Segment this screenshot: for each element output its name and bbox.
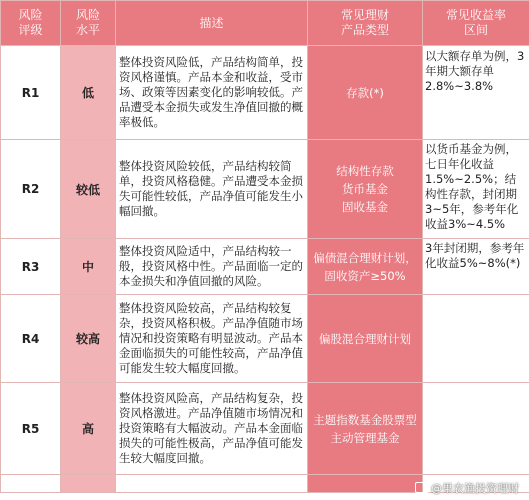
description-cell: 整体投资风险较高，产品结构较复杂，投资风格积极。产品净值随市场情况和投资策略有明显波动。产品本金面临损失的可能性较高，产品净值可能发生较大幅度回撤。	[116, 295, 308, 383]
description-cell: 整体投资风险较低，产品结构较简单，投资风格稳健。产品遭受本金损失可能性较低，产品净值可能发生小幅回撤。	[116, 140, 308, 239]
header-risk-rating: 风险 评级	[1, 1, 61, 46]
camera-icon	[415, 482, 429, 493]
header-risk-level: 风险 水平	[61, 1, 116, 46]
return-range-cell: 3年封闭期，参考年化收益5%~8%(*)	[423, 239, 529, 295]
header-row	[1, 1, 529, 46]
product-type-cell: 偏债混合理财计划，固收资产≥50%	[308, 239, 423, 295]
rating-cell: R2	[1, 140, 61, 239]
rating-cell: R4	[1, 295, 61, 383]
product-type-cell: 结构性存款 货币基金 固收基金	[308, 140, 423, 239]
description-cell: 整体投资风险适中，产品结构较一般，投资风格中性。产品面临一定的本金损失和净值回撤的风险。	[116, 239, 308, 295]
table-row	[1, 140, 529, 239]
risk-level-cell: 较高	[61, 295, 116, 383]
watermark	[415, 480, 519, 496]
header-description: 描述	[116, 1, 308, 46]
risk-level-cell: 中	[61, 239, 116, 295]
product-type-cell: 存款(*)	[308, 46, 423, 140]
header-return-range: 常见收益率 区间	[423, 1, 529, 46]
product-type-cell: 主题指数基金股票型 主动管理基金	[308, 383, 423, 475]
empty-cell	[308, 475, 423, 493]
description-cell: 整体投资风险高，产品结构复杂，投资风格激进。产品净值随市场情况和投资策略有大幅波动。产品本金面临损失的可能性极高，产品净值可能发生较大幅度回撤。	[116, 383, 308, 475]
return-range-cell	[423, 295, 529, 383]
empty-cell	[116, 475, 308, 493]
table-row	[1, 295, 529, 383]
return-range-cell: 以货币基金为例，七日年化收益1.5%~2.5%；结构性存款，封闭期3~5年，参考年化收益3%~4.5%	[423, 140, 529, 239]
watermark-text: @果农渔投资理财	[431, 482, 519, 495]
return-range-cell	[423, 383, 529, 475]
risk-level-cell: 低	[61, 46, 116, 140]
risk-level-cell: 高	[61, 383, 116, 475]
table-row	[1, 239, 529, 295]
rating-cell: R5	[1, 383, 61, 475]
header-product-type: 常见理财 产品类型	[308, 1, 423, 46]
table-row	[1, 46, 529, 140]
product-type-cell: 偏股混合理财计划	[308, 295, 423, 383]
table-row	[1, 383, 529, 475]
rating-cell: R3	[1, 239, 61, 295]
empty-cell	[1, 475, 61, 493]
rating-cell: R1	[1, 46, 61, 140]
risk-level-cell: 较低	[61, 140, 116, 239]
empty-cell	[61, 475, 116, 493]
return-range-cell: 以大额存单为例，3年期大额存单2.8%~3.8%	[423, 46, 529, 140]
description-cell: 整体投资风险低，产品结构简单，投资风格谨慎。产品本金和收益，受市场、政策等因素变化的影响较低。产品遭受本金损失或发生净值回撤的概率极低。	[116, 46, 308, 140]
